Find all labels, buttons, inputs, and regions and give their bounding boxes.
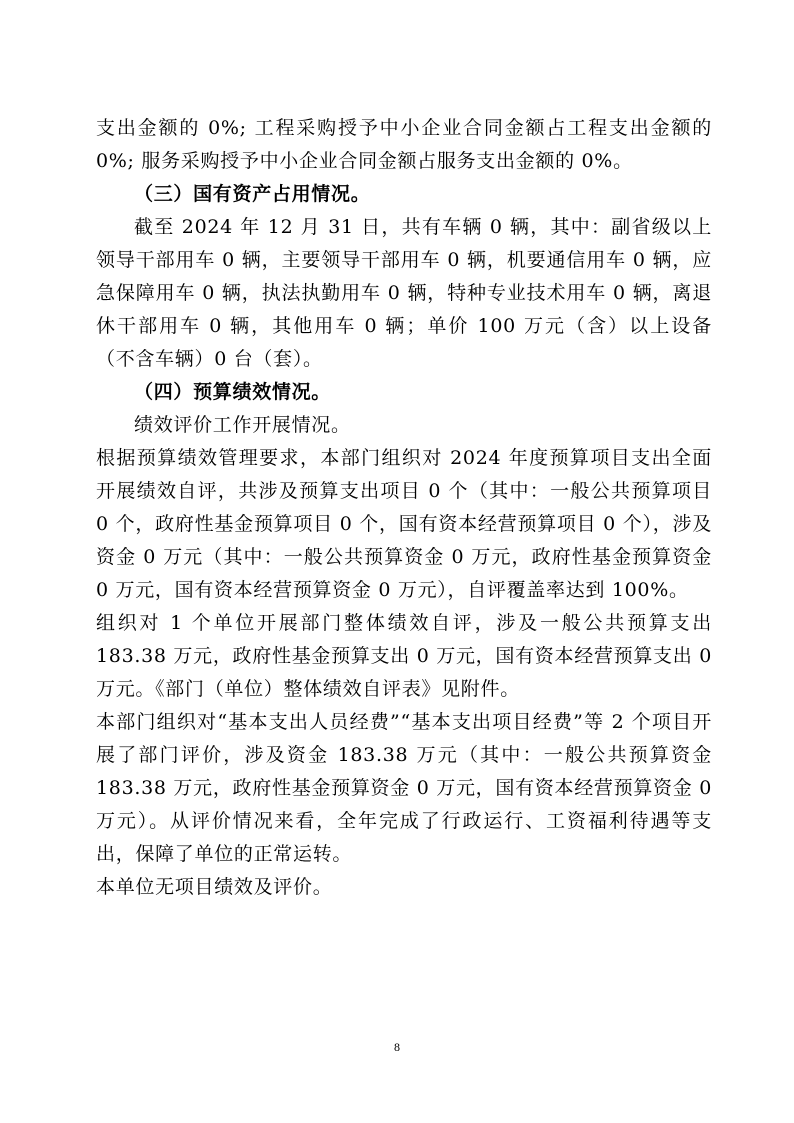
document-body — [96, 112, 712, 904]
page-number: 8 — [394, 1040, 400, 1054]
paragraph-overall-evaluation: 组织对 1 个单位开展部门整体绩效自评，涉及一般公共预算支出 183.38 万元，政府性基金预算支出 0 万元，国有资本经营预算支出 0 万元。《部门（单位）整体绩效自评表》见附件。 — [96, 612, 712, 700]
paragraph-evaluation-intro: 绩效评价工作开展情况。 — [134, 414, 351, 436]
heading-budget-performance: （四）预算绩效情况。 — [134, 381, 332, 403]
paragraph-vehicles: 截至 2024 年 12 月 31 日，共有车辆 0 辆，其中：副省级以上领导干部用车 0 辆，主要领导干部用车 0 辆，机要通信用车 0 辆，应急保障用车 0 辆，执法执勤用车 0 辆，特种专业技术用车 0 辆，离退休干部用车 0 辆，其他用车 0 辆；单价 100 万元（含）以上设备（不含车辆）0 台（套）。 — [96, 216, 712, 370]
paragraph-self-evaluation: 根据预算绩效管理要求，本部门组织对 2024 年度预算项目支出全面开展绩效自评，共涉及预算支出项目 0 个（其中：一般公共预算项目 0 个，政府性基金预算项目 0 个，国有资本经营预算项目 0 个），涉及资金 0 万元（其中：一般公共预算资金 0 万元，政府性基金预算资金 0 万元，国有资本经营预算资金 0 万元），自评覆盖率达到 100%。 — [96, 447, 712, 601]
paragraph-no-project: 本单位无项目绩效及评价。 — [96, 876, 333, 898]
heading-state-assets: （三）国有资产占用情况。 — [134, 183, 371, 205]
paragraph-department-evaluation: 本部门组织对“基本支出人员经费”“基本支出项目经费”等 2 个项目开展了部门评价，涉及资金 183.38 万元（其中：一般公共预算资金 183.38 万元，政府性基金预算资金 0 万元，国有资本经营预算资金 0 万元）。从评价情况来看，全年完成了行政运行、工资福利待遇等支出，保障了单位的正常运转。 — [96, 711, 712, 865]
paragraph-procurement-continued: 支出金额的 0%; 工程采购授予中小企业合同金额占工程支出金额的 0%; 服务采购授予中小企业合同金额占服务支出金额的 0%。 — [96, 117, 712, 172]
